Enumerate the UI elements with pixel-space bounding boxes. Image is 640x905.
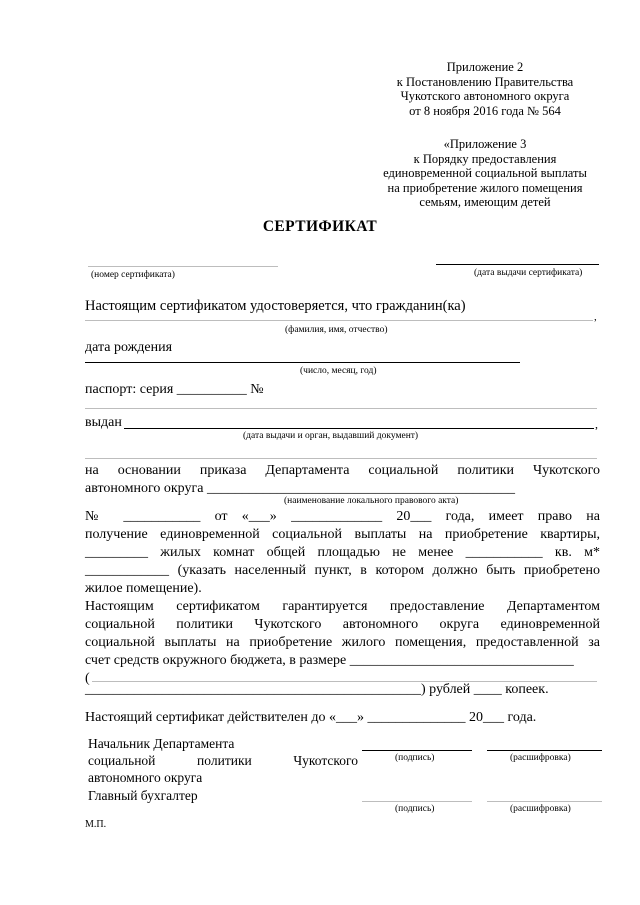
certificate-number-caption: (номер сертификата) <box>91 270 175 280</box>
appendix-subheader <box>300 137 640 210</box>
paragraph-line: жилое помещение). <box>85 581 202 596</box>
paragraph-line: _________ жилых комнат общей площадью не менее ___________ кв. м* <box>85 545 600 560</box>
accountant-title: Главный бухгалтер <box>88 788 198 803</box>
issued-caption: (дата выдачи и орган, выдавший документ) <box>243 431 419 441</box>
header-line: Чукотского автономного округа <box>400 89 570 104</box>
basis-line: на основании приказа Департамента социальной политики Чукотского <box>85 463 600 478</box>
header-line: от 8 ноября 2016 года № 564 <box>409 103 561 118</box>
header-line: к Постановлению Правительства <box>396 74 574 89</box>
head-decoding-field[interactable] <box>487 750 602 751</box>
birth-date-field[interactable] <box>85 362 520 363</box>
passport-label: паспорт: серия __________ № <box>85 382 264 397</box>
head-title <box>88 735 358 786</box>
header-line: «Приложение 3 <box>443 137 527 151</box>
decoding-caption: (расшифровка) <box>510 753 571 763</box>
paragraph-line: социальной политики Чукотского автономного округа единовременной <box>85 617 600 632</box>
paragraph-line: Настоящим сертификатом гарантируется предоставление Департаментом <box>85 599 600 614</box>
document-title: СЕРТИФИКАТ <box>262 218 378 235</box>
paragraph-line: ________________________________________________) рублей ____ копеек. <box>85 682 549 697</box>
basis-line: автономного округа ____________________________________________ <box>85 481 515 496</box>
head-line: Начальник Департамента <box>88 736 235 751</box>
validity-text: Настоящий сертификат действителен до «___» ______________ 20___ года. <box>85 710 537 725</box>
issue-date-field[interactable] <box>436 264 599 265</box>
certify-text: Настоящим сертификатом удостоверяется, что гражданин(ка) <box>85 298 466 314</box>
appendix-header <box>300 60 640 118</box>
fio-field[interactable] <box>85 320 593 321</box>
paragraph-line: получение единовременной социальной выплаты на приобретение квартиры, <box>85 527 600 542</box>
paragraph-line: счет средств окружного бюджета, в размере ________________________________ <box>85 653 574 668</box>
accountant-signature-field[interactable] <box>362 801 472 802</box>
signature-caption: (подпись) <box>395 753 435 763</box>
head-line: социальной политики Чукотского <box>88 753 358 768</box>
decoding-caption: (расшифровка) <box>510 804 571 814</box>
header-line: семьям, имеющим детей <box>419 195 551 210</box>
header-line: к Порядку предоставления <box>413 151 557 166</box>
paragraph-line: ( <box>85 671 90 686</box>
passport-extra-line[interactable] <box>85 408 597 409</box>
stamp-place: М.П. <box>85 819 107 830</box>
birth-caption: (число, месяц, год) <box>300 366 377 376</box>
issued-comma: , <box>595 417 598 431</box>
paragraph-line: ____________ (указать населенный пункт, в котором должно быть приобретено <box>85 563 600 578</box>
accountant-decoding-field[interactable] <box>487 801 602 802</box>
birth-label: дата рождения <box>85 340 173 355</box>
signature-caption: (подпись) <box>395 804 435 814</box>
head-signature-field[interactable] <box>362 750 472 751</box>
header-line: Приложение 2 <box>446 60 524 74</box>
issued-field[interactable] <box>124 428 594 429</box>
paragraph-line: № ___________ от «___» _____________ 20___ года, имеет право на <box>85 509 600 524</box>
header-line: единовременной социальной выплаты <box>383 166 587 181</box>
fio-comma: , <box>594 311 597 323</box>
header-line: на приобретение жилого помещения <box>387 180 583 195</box>
issued-label: выдан <box>85 415 122 430</box>
act-caption: (наименование локального правового акта) <box>284 496 459 506</box>
head-line: автономного округа <box>88 770 203 785</box>
certificate-number-field[interactable] <box>88 266 278 267</box>
paragraph-line: социальной выплаты на приобретение жилого помещения, предоставленной за <box>85 635 600 650</box>
issued-extra-line[interactable] <box>85 458 597 459</box>
fio-caption: (фамилия, имя, отчество) <box>285 325 388 335</box>
issue-date-caption: (дата выдачи сертификата) <box>474 268 583 278</box>
